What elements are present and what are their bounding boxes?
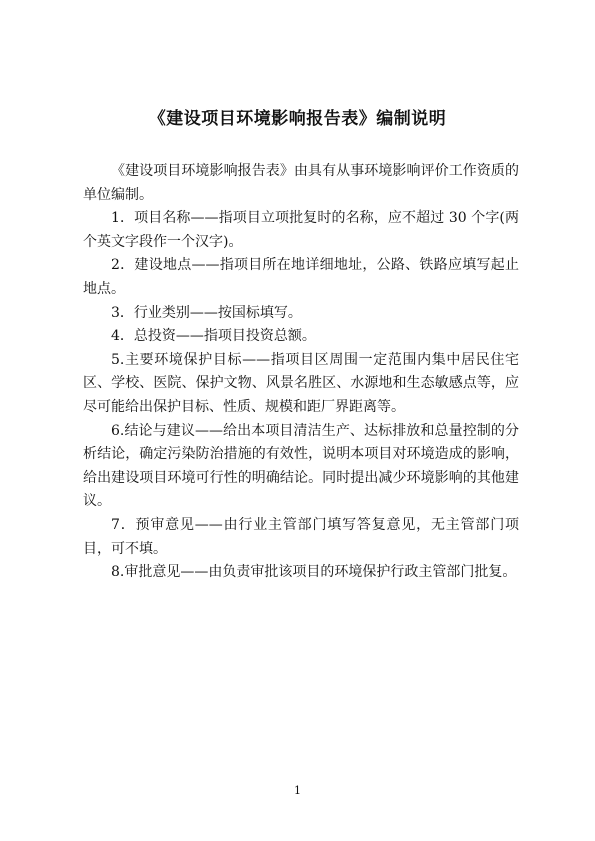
document-body [83,160,519,585]
paragraph-item-6: 6.结论与建议——给出本项目清洁生产、达标排放和总量控制的分析结论，确定污染防治措施的有效性，说明本项目对环境造成的影响，给出建设项目环境可行性的明确结论。同时提出减少环境影响的其他建议。 [83,422,519,510]
paragraph-item-2: 2．建设地点——指项目所在地详细地址，公路、铁路应填写起止地点。 [83,257,519,297]
paragraph-item-8: 8.审批意见——由负责审批该项目的环境保护行政主管部门批复。 [111,564,517,581]
paragraph-intro: 《建设项目环境影响报告表》由具有从事环境影响评价工作资质的单位编制。 [83,163,519,203]
paragraph-item-7: 7．预审意见——由行业主管部门填写答复意见，无主管部门项目，可不填。 [83,516,519,557]
paragraph-item-5: 5.主要环境保护目标——指项目区周围一定范围内集中居民住宅区、学校、医院、保护文物、风景名胜区、水源地和生态敏感点等，应尽可能给出保护目标、性质、规模和距厂界距离等。 [83,351,519,415]
paragraph-item-4: 4．总投资——指项目投资总额。 [111,328,316,345]
paragraph-item-1: 1．项目名称——指项目立项批复时的名称，应不超过 30 个字(两个英文字段作一个汉字)。 [83,210,519,250]
document-title: 《建设项目环境影响报告表》编制说明 [148,109,447,129]
paragraph-item-3: 3．行业类别——按国标填写。 [111,304,302,321]
page-number: 1 [294,784,301,797]
